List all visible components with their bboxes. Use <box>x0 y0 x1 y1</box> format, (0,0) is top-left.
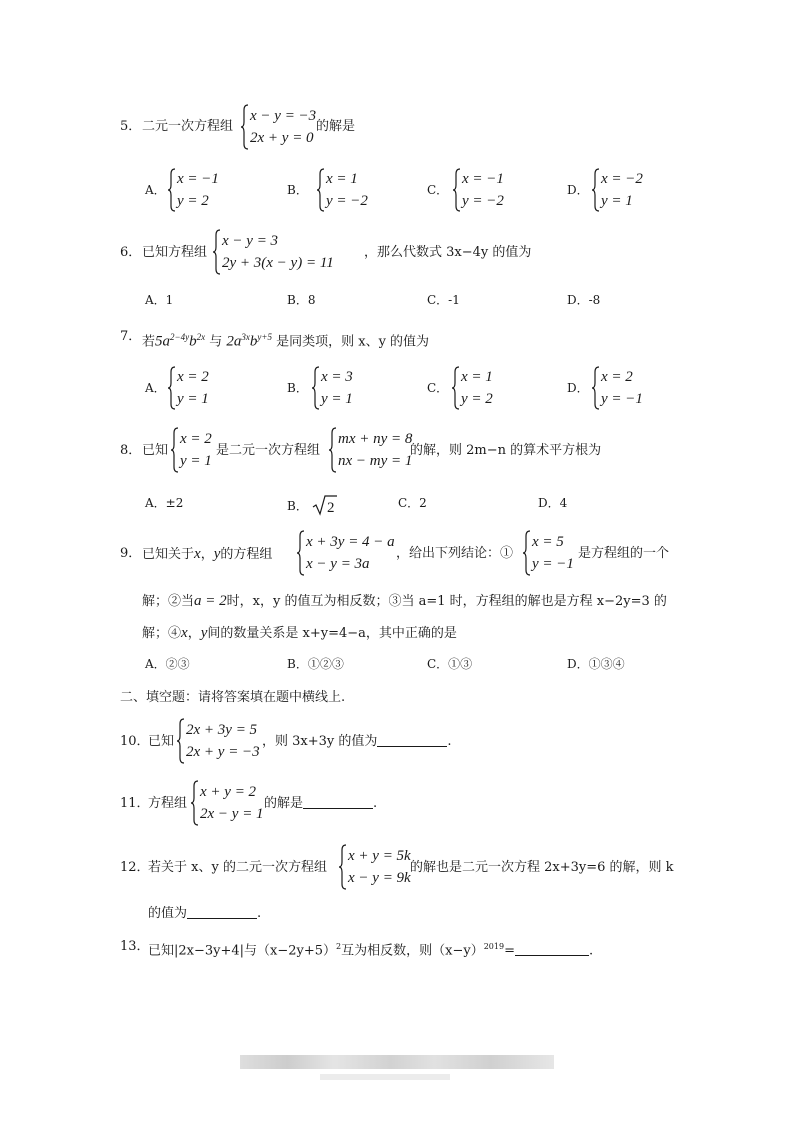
brace-icon <box>311 366 321 410</box>
brace-icon <box>522 530 532 576</box>
sqrt-icon <box>312 494 338 516</box>
q7-option-c-line2: y = 2 <box>461 391 493 407</box>
q9-sol1: x = 5 <box>532 534 564 550</box>
q5-text: 二元一次方程组 <box>142 119 234 134</box>
q8-suffix: 的解，则 2m−n 的算术平方根为 <box>410 443 602 458</box>
q10-answer-blank[interactable] <box>377 734 447 747</box>
q5-option-c-line2: y = −2 <box>462 193 504 209</box>
q6-suffix: ，那么代数式 3x−4y 的值为 <box>364 245 532 260</box>
q7-option-b-line2: y = 1 <box>321 391 353 407</box>
q8-eq2: nx − my = 1 <box>338 453 413 469</box>
q6-option-a[interactable]: A．1 <box>145 293 174 307</box>
q11-end: . <box>373 796 378 811</box>
q9-prefix: 已知关于 <box>142 547 195 562</box>
q5-suffix: 的解是 <box>316 119 356 134</box>
q9-option-d[interactable]: D．①③④ <box>567 657 625 671</box>
q7-option-d-line1: x = 2 <box>601 369 633 385</box>
q8-mid: 是二元一次方程组 <box>216 443 321 458</box>
q11-suffix <box>264 795 377 813</box>
brace-icon <box>212 229 222 275</box>
q9-line1-a <box>142 545 272 564</box>
q5-option-c-line1: x = −1 <box>462 171 504 187</box>
q10-end: . <box>447 734 452 749</box>
q10-post: ，则 3x+3y 的值为 <box>262 734 378 749</box>
q7-prefix: 若 <box>142 334 156 350</box>
q7-option-c-line1: x = 1 <box>461 369 493 385</box>
q12-eq2: x − y = 9k <box>348 870 411 886</box>
q9-eq1: x + 3y = 4 − a <box>306 534 395 550</box>
brace-icon <box>452 168 462 212</box>
q5-eq1: x − y = −3 <box>250 108 317 124</box>
q9-sol2: y = −1 <box>532 556 574 572</box>
q7-option-d-label[interactable]: D． <box>567 381 589 395</box>
q12-end: . <box>257 906 262 921</box>
q8-eq1: mx + ny = 8 <box>338 431 413 447</box>
q6-text: 已知方程组 <box>142 245 208 260</box>
q9-option-b[interactable]: B．①②③ <box>287 657 344 671</box>
q8-sqrt-arg: 2 <box>326 500 335 516</box>
q9-line2-a: 解；②当 <box>142 594 195 609</box>
q8-prefix: 已知 <box>142 443 169 458</box>
brace-icon <box>338 844 348 890</box>
q7-term1-exp: 2−4y <box>170 332 190 342</box>
q7-option-a-line2: y = 1 <box>177 391 209 407</box>
brace-icon <box>167 168 177 212</box>
q5-option-d-line1: x = −2 <box>601 171 643 187</box>
q5-option-c-label[interactable]: C． <box>427 183 449 197</box>
q5-number: 5． <box>120 119 142 134</box>
brace-icon <box>167 366 177 410</box>
brace-icon <box>170 427 180 473</box>
q13-end: . <box>588 943 594 959</box>
q11-answer-blank[interactable] <box>303 796 373 809</box>
q12-eq1: x + y = 5k <box>348 848 411 864</box>
q6-option-d[interactable]: D．-8 <box>567 293 601 307</box>
q9-sep: ， <box>200 547 214 562</box>
q10-prefix: 已知 <box>148 734 175 749</box>
q7-term1-bexp: 2x <box>196 332 206 342</box>
q6-eq2: 2y + 3(x − y) = 11 <box>222 255 334 271</box>
q7-option-a-label[interactable]: A． <box>145 381 166 395</box>
q13-number: 13． <box>120 939 150 954</box>
q6-option-c[interactable]: C．-1 <box>427 293 460 307</box>
q7-option-b-label[interactable]: B． <box>287 381 308 395</box>
q7-number: 7． <box>120 329 142 344</box>
q7-line <box>142 328 429 351</box>
brace-icon <box>176 718 186 764</box>
q7-mid: 与 <box>209 334 223 350</box>
q11-eq1: x + y = 2 <box>200 784 257 800</box>
blurred-footer-watermark <box>240 1055 554 1069</box>
q9-option-c[interactable]: C．①③ <box>427 657 473 671</box>
q11-post: 的解是 <box>264 796 304 811</box>
brace-icon <box>240 104 250 150</box>
q9-line3 <box>142 624 457 643</box>
q10-eq1: 2x + 3y = 5 <box>186 722 258 738</box>
q8-option-b[interactable] <box>287 494 338 516</box>
q6-eq1: x − y = 3 <box>222 233 279 249</box>
q13-line <box>148 938 593 960</box>
q9-eq2: x − y = 3a <box>306 556 370 572</box>
q7-term2-b: b <box>249 333 258 350</box>
q9-line3-b: 间的数量关系是 x+y=4−a，其中正确的是 <box>207 626 457 641</box>
q12-suffix: 的解也是二元一次方程 2x+3y=6 的解，则 k <box>410 860 674 875</box>
q9-number: 9． <box>120 546 142 561</box>
q9-line3-sep: ， <box>187 626 201 641</box>
q11-eq2: 2x − y = 1 <box>200 806 264 822</box>
q9-mid: 的方程组 <box>220 547 273 562</box>
q5-option-a-line1: x = −1 <box>177 171 219 187</box>
q8-sol1: x = 2 <box>180 431 212 447</box>
q9-line3-a: 解；④ <box>142 626 182 641</box>
q10-eq2: 2x + y = −3 <box>186 744 260 760</box>
q6-option-b[interactable]: B．8 <box>287 293 316 307</box>
q9-option-a[interactable]: A．②③ <box>145 657 190 671</box>
q9-line3-x: x <box>181 625 188 641</box>
q9-var-y: y <box>213 546 221 562</box>
q9-line2 <box>142 592 667 611</box>
q8-option-a[interactable]: A．±2 <box>145 496 184 510</box>
q13-eq: = <box>504 943 515 959</box>
q8-number: 8． <box>120 443 142 458</box>
q7-option-a-line1: x = 2 <box>177 369 209 385</box>
q7-term2-exp: 3x <box>241 332 250 342</box>
q13-exponent: 2019 <box>483 942 505 951</box>
blurred-footer-watermark-line <box>320 1074 450 1080</box>
q11-number: 11． <box>120 796 150 811</box>
q9-var-x: x <box>194 546 201 562</box>
q11-prefix: 方程组 <box>148 796 188 811</box>
q8-sol2: y = 1 <box>180 453 212 469</box>
q13-square: 2 <box>336 942 342 951</box>
brace-icon <box>328 427 338 473</box>
q7-option-d-line2: y = −1 <box>601 391 643 407</box>
brace-icon <box>591 168 601 212</box>
q5-option-b-line2: y = −2 <box>326 193 368 209</box>
q5-option-a-label[interactable]: A． <box>145 183 166 197</box>
q7-term1-b: b <box>189 333 197 350</box>
q5-option-d-label[interactable]: D． <box>567 183 589 197</box>
q13-text2: 互为相反数，则（x−y） <box>341 943 484 959</box>
q7-term1-base: 5a <box>155 333 171 350</box>
q9-mid2: ，给出下列结论：① <box>396 546 514 561</box>
q9-suffix: 是方程组的一个 <box>578 546 670 561</box>
q13-text: 已知|2x−3y+4|与（x−2y+5） <box>148 943 337 959</box>
q7-option-b-line1: x = 3 <box>321 369 353 385</box>
q12-line2-text: 的值为 <box>148 906 188 921</box>
q12-number: 12． <box>120 860 150 875</box>
q7-term2-base: 2a <box>226 333 242 350</box>
section-heading: 二、填空题：请将答案填在题中横线上. <box>120 690 346 705</box>
q13-answer-blank[interactable] <box>515 943 589 956</box>
q5-option-a-line2: y = 2 <box>177 193 209 209</box>
q5-option-b-label[interactable]: B． <box>287 183 308 197</box>
q5-option-b-line1: x = 1 <box>326 171 358 187</box>
q7-suffix: 是同类项，则 x、y 的值为 <box>276 334 430 350</box>
q8-option-d[interactable]: D．4 <box>538 496 568 510</box>
q6-number: 6． <box>120 245 142 260</box>
q5-option-d-line2: y = 1 <box>601 193 633 209</box>
q12-prefix: 若关于 x、y 的二元一次方程组 <box>148 860 327 875</box>
q10-number: 10． <box>120 734 150 749</box>
q7-option-c-label[interactable]: C． <box>427 381 449 395</box>
brace-icon <box>451 366 461 410</box>
q9-line2-b: 时，x，y 的值互为相反数；③当 a=1 时，方程组的解也是方程 x−2y=3 的 <box>226 594 667 609</box>
q7-term2-bexp: y+5 <box>257 332 272 342</box>
q5-eq2: 2x + y = 0 <box>250 130 314 146</box>
brace-icon <box>296 530 306 576</box>
q12-answer-blank[interactable] <box>187 906 257 919</box>
q9-line3-y: y <box>200 625 208 641</box>
q8-option-b-label: B． <box>287 499 308 513</box>
brace-icon <box>190 780 200 826</box>
brace-icon <box>316 168 326 212</box>
q9-line2-eq: a = 2 <box>194 593 227 609</box>
q12-line2 <box>148 905 261 923</box>
q10-suffix <box>262 733 452 751</box>
brace-icon <box>591 366 601 410</box>
q8-option-c[interactable]: C．2 <box>398 496 427 510</box>
